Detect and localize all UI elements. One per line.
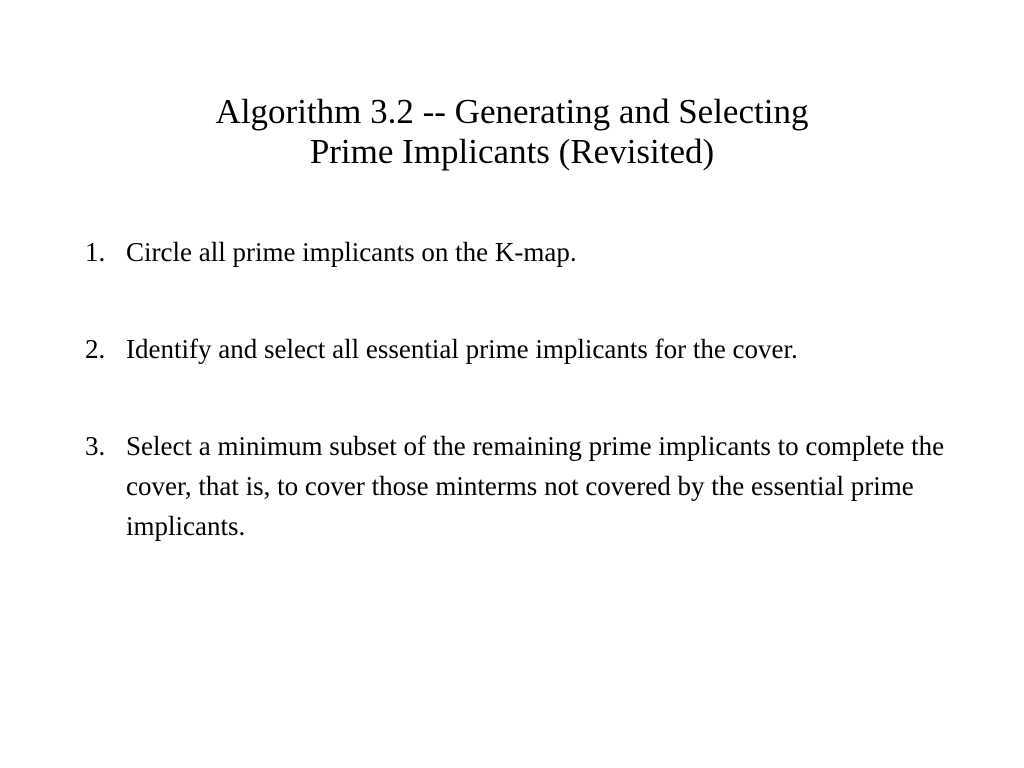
step-number: 1. [85,237,106,267]
steps-list [85,232,945,546]
step-item-1 [85,232,945,272]
step-item-2 [85,329,945,369]
step-text: Identify and select all essential prime implicants for the cover. [126,334,798,364]
step-text: Circle all prime implicants on the K-map. [126,237,577,267]
step-number: 2. [85,334,106,364]
step-text: Select a minimum subset of the remaining prime implicants to complete the cover, that is, to cover those minterms not covered by the essential prime implicants. [126,431,945,541]
step-item-3 [85,426,945,546]
slide-title-line-1: Algorithm 3.2 -- Generating and Selecting [215,92,809,131]
slide-title [100,92,924,172]
step-number: 3. [85,431,106,461]
slide-title-line-2: Prime Implicants (Revisited) [309,132,715,171]
